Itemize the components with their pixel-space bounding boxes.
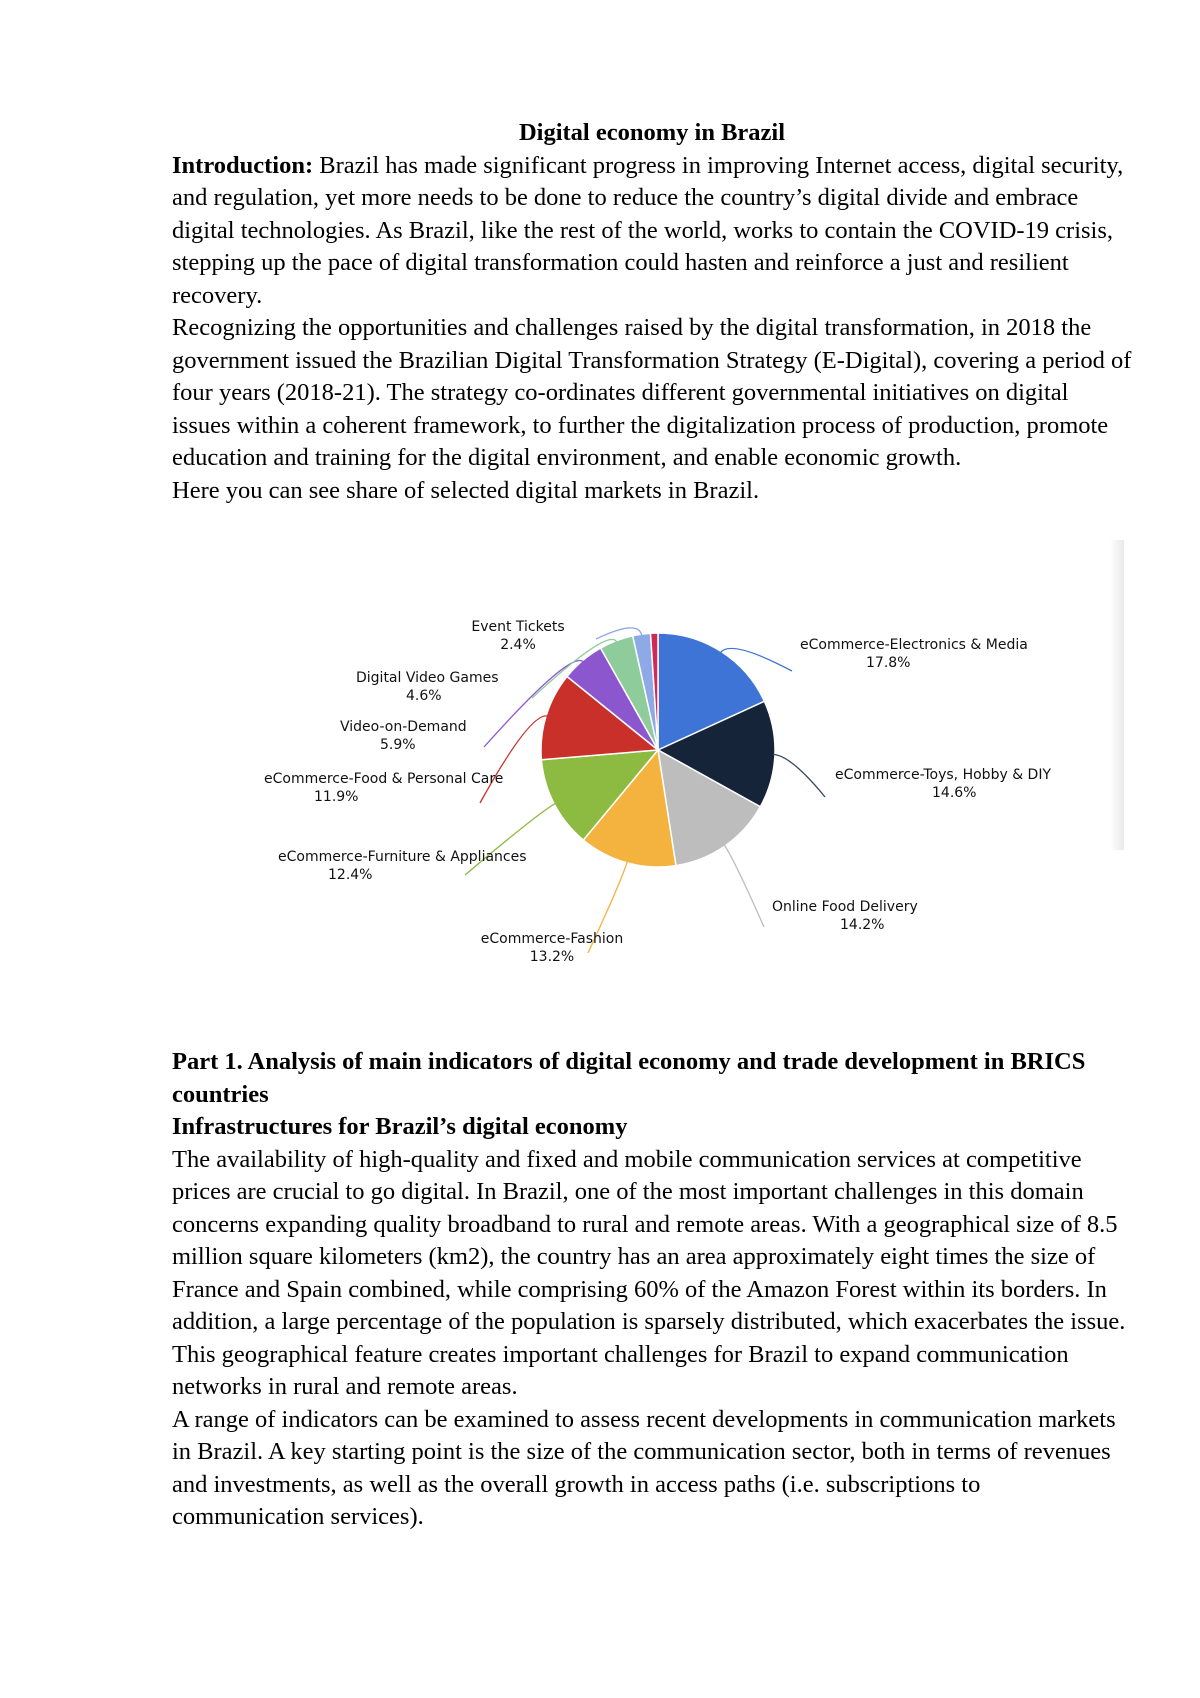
pie-slice-label: Video-on-Demand: [340, 719, 467, 735]
pie-slice-value: 4.6%: [406, 688, 442, 704]
pie-slice-label: eCommerce-Furniture & Appliances: [278, 849, 527, 865]
pie-leader-line: [724, 844, 764, 927]
pie-slice-label: Digital Video Games: [356, 670, 499, 686]
infrastructure-paragraph: The availability of high-quality and fixed and mobile communication services at competitive prices are crucial to go digital. In Brazil, one of the most important challenges in this domain concerns expanding quality broadband to rural and remote areas. With a geographical size of 8.5 million square kilometers (km2), the country has an area approximately eight times the size of France and Spain combined, while comprising 60% of the Amazon Forest within its borders. In addition, a large percentage of the population is sparsely distributed, which exacerbates the issue. This geographical feature creates important challenges for Brazil to expand communication networks in rural and remote areas.: [172, 1145, 1126, 1400]
pie-slice-label: Online Food Delivery: [772, 899, 918, 915]
intro-section: [172, 117, 1132, 507]
pie-leader-line: [773, 754, 825, 797]
chart-intro-paragraph: Here you can see share of selected digital markets in Brazil.: [172, 476, 760, 504]
pie-slice-value: 5.9%: [380, 737, 416, 753]
pie-slice-value: 14.2%: [840, 917, 885, 933]
pie-leader-line: [480, 716, 548, 803]
strategy-paragraph: Recognizing the opportunities and challenges raised by the digital transformation, in 2018 the government issued the Brazilian Digital Transformation Strategy (E-Digital), covering a period of four years (2018-21). The strategy co-ordinates different governmental initiatives on digital issues within a coherent framework, to further the digitalization process of production, promote education and training for the digital environment, and enable economic growth.: [172, 314, 1132, 471]
pie-slice-value: 11.9%: [314, 789, 359, 805]
infrastructure-heading: Infrastructures for Brazil’s digital economy: [172, 1113, 628, 1140]
pie-slices: [541, 633, 775, 867]
pie-slice-value: 2.4%: [500, 637, 536, 653]
chart-image-edge: [1110, 540, 1124, 850]
pie-slice-value: 14.6%: [932, 785, 977, 801]
intro-text: Brazil has made significant progress in improving Internet access, digital security, and regulation, yet more needs to be done to reduce the country’s digital divide and embrace digital technologies. As Brazil, like the rest of the world, works to contain the COVID-19 crisis, stepping up the pace of digital transformation could hasten and reinforce a just and resilient recovery.: [172, 151, 1124, 309]
intro-paragraph: [172, 150, 1132, 313]
pie-slice-label: eCommerce-Electronics & Media: [800, 637, 1028, 653]
digital-markets-pie-chart: [180, 535, 1100, 965]
pie-slice-value: 13.2%: [529, 949, 575, 965]
pie-slice-label: Event Tickets: [471, 619, 565, 635]
part1-section: [172, 1046, 1132, 1534]
pie-slice-label: eCommerce-Fashion: [480, 931, 624, 947]
part1-heading: Part 1. Analysis of main indicators of digital economy and trade development in BRICS countries: [172, 1048, 1086, 1108]
indicators-paragraph: A range of indicators can be examined to assess recent developments in communication markets in Brazil. A key starting point is the size of the communication sector, both in terms of revenues and investments, as well as the overall growth in access paths (i.e. subscriptions to communication services).: [172, 1405, 1116, 1530]
pie-slice-value: 17.8%: [866, 655, 911, 671]
pie-slice-label: eCommerce-Food & Personal Care: [264, 771, 504, 787]
pie-slice-label: eCommerce-Toys, Hobby & DIY: [835, 767, 1052, 783]
document-title: Digital economy in Brazil: [518, 119, 786, 146]
intro-label: Introduction:: [172, 151, 314, 179]
pie-slice-value: 12.4%: [328, 867, 373, 883]
